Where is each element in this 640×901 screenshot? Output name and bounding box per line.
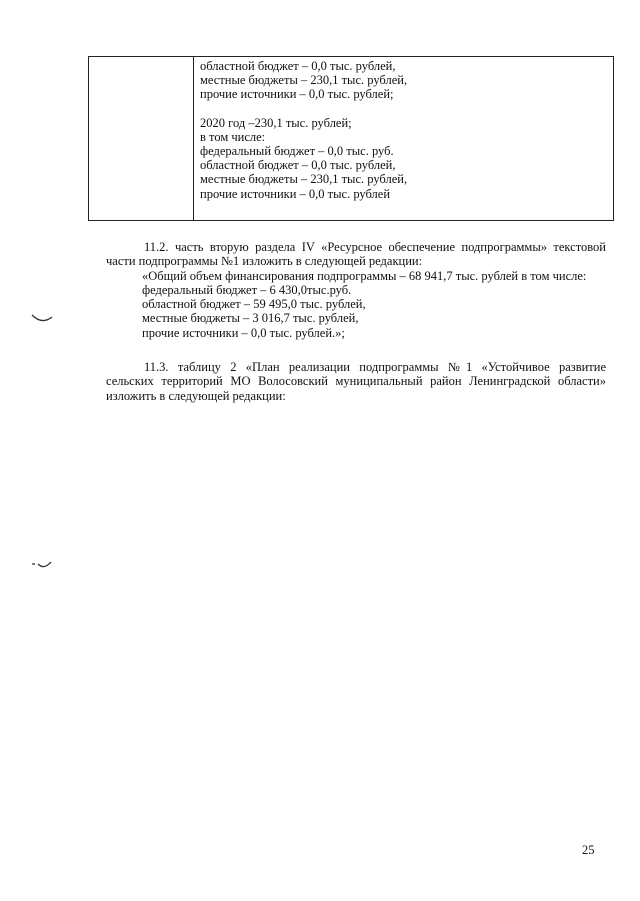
table-line: областной бюджет – 0,0 тыс. рублей, <box>200 158 396 173</box>
paragraph-line: 11.2. часть вторую раздела IV «Ресурсное обеспечение подпрограммы» текстовой <box>144 240 606 254</box>
table-line: 2020 год –230,1 тыс. рублей; <box>200 115 352 130</box>
paragraph-11-2 <box>106 240 606 340</box>
scan-mark-icon <box>30 560 54 572</box>
table-line: местные бюджеты – 230,1 тыс. рублей, <box>200 172 408 187</box>
quote-line: местные бюджеты – 3 016,7 тыс. рублей, <box>142 311 359 326</box>
table-left-cell <box>89 57 193 220</box>
quote-line: федеральный бюджет – 6 430,0тыс.руб. <box>142 282 352 297</box>
table-gap <box>200 102 610 116</box>
table-line: прочие источники – 0,0 тыс. рублей; <box>200 87 394 102</box>
financing-table <box>88 56 614 221</box>
paragraph-line: части подпрограммы №1 изложить в следующей редакции: <box>106 254 423 269</box>
table-line: федеральный бюджет – 0,0 тыс. руб. <box>200 143 394 158</box>
page-number: 25 <box>582 843 595 857</box>
quote-line: областной бюджет – 59 495,0 тыс. рублей, <box>142 297 366 312</box>
table-line: местные бюджеты – 230,1 тыс. рублей, <box>200 73 408 88</box>
table-line: в том числе: <box>200 129 266 144</box>
table-line: областной бюджет – 0,0 тыс. рублей, <box>200 59 396 73</box>
quote-line: прочие источники – 0,0 тыс. рублей.»; <box>142 325 345 340</box>
table-line: прочие источники – 0,0 тыс. рублей <box>200 186 391 201</box>
quote-line: «Общий объем финансирования подпрограммы – 68 941,7 тыс. рублей в том числе: <box>142 268 587 283</box>
paragraph-line: 11.3. таблицу 2 «План реализации подпрограммы №1 «Устойчивое развитие <box>144 360 606 374</box>
table-right-cell <box>200 59 610 201</box>
paragraph-11-3 <box>106 360 606 403</box>
paragraph-line: изложить в следующей редакции: <box>106 388 286 403</box>
table-column-divider <box>193 57 194 220</box>
scan-mark-icon <box>30 313 54 325</box>
paragraph-line: сельских территорий МО Волосовский муниципальный район Ленинградской области» <box>106 374 606 389</box>
